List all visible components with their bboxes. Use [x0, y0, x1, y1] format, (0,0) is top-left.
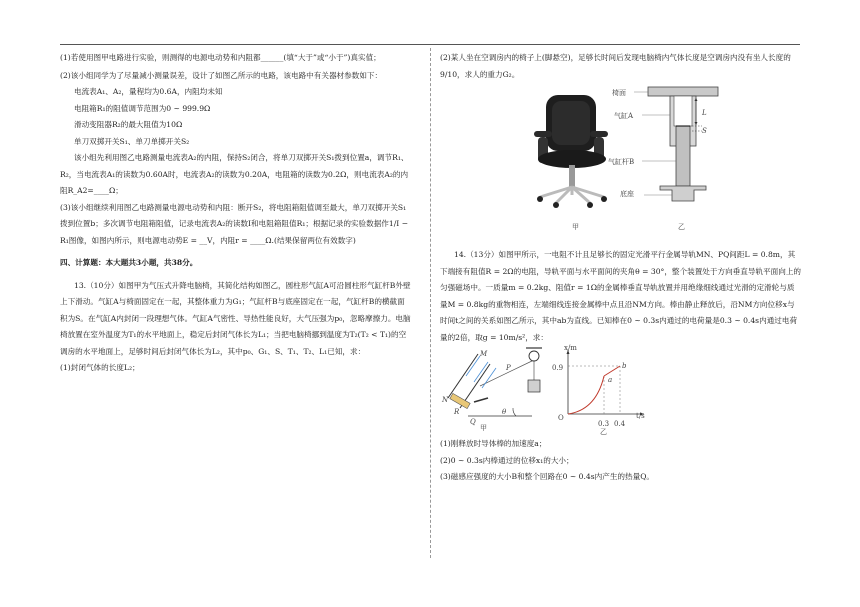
fig13-base-label: 底座 [620, 190, 634, 198]
column-divider [430, 48, 431, 558]
right-column [440, 50, 802, 486]
fig14-x-axis-label: t/s [636, 412, 645, 420]
left-column [60, 50, 412, 377]
fig14-theta-label: θ [502, 408, 507, 416]
q12-part1: (1)若使用图甲电路进行实验，则测得的电源电动势和内阻都______(填“大于”或“小于”)真实值； [60, 53, 381, 62]
fig14-point-a: a [608, 376, 613, 384]
fig13-label-jia: 甲 [572, 223, 579, 231]
fig13-L-label: L [702, 109, 707, 117]
equipment-item: 电流表A₁、A₂，量程均为0.6A，内阻均未知 [74, 87, 223, 96]
fig14-P-label: P [506, 364, 511, 372]
equipment-item: 单刀双掷开关S₁、单刀单掷开关S₂ [74, 136, 190, 146]
fig13-S-label: S [702, 127, 707, 135]
fig13-cylinderA-label: 气缸A [614, 112, 634, 120]
equipment-item: 滑动变阻器R₂的最大阻值为10Ω [74, 120, 183, 129]
fig14-M-label: M [480, 350, 488, 358]
q12-procedure: 该小组先利用图乙电路测量电流表A₂的内阻，保持S₂闭合，将单刀双掷开关S₁拨到位置a，调节R₁、R₂，当电流表A₁的读数为0.60A时，电流表A₂的读数为0.20A，电阻箱的读数为0.2Ω，则电流表A₂的内阻R_A2=____Ω； [60, 153, 409, 195]
q13-sub2: (2)某人坐在空调房内的椅子上(脚悬空)，足够长时间后发现电脑椅内气体长度是空调房内没有坐人长度的9/10，求人的重力G₂。 [440, 53, 791, 79]
chair-schematic [630, 83, 730, 213]
fig14-R-label: R [454, 408, 460, 416]
fig13-label-yi: 乙 [678, 223, 685, 231]
fig13-seat-label: 椅面 [612, 89, 626, 97]
fig14-label-yi: 乙 [600, 428, 607, 436]
fig14-label-jia: 甲 [480, 424, 487, 432]
q14-figures [440, 344, 802, 436]
fig14-x-tick: 0.3 [598, 420, 610, 428]
q14-sub1: (1)刚释放时导体棒的加速度a； [440, 439, 547, 448]
fig14-y-axis-label: x/m [564, 344, 577, 352]
fig13-rodB-label: 气缸杆B [608, 158, 635, 166]
fig14-origin-label: O [558, 414, 564, 422]
q12-part2: (2)该小组同学为了尽量减小测量误差，设计了如图乙所示的电路，该电路中有关器材参数如下： [60, 70, 383, 80]
q14-sub2: (2)0 ~ 0.3s内棒通过的位移x₁的大小； [440, 455, 574, 465]
x-t-graph [558, 346, 648, 426]
q13-sub1: (1)封闭气体的长度L₂； [60, 363, 140, 372]
fig14-point-b: b [622, 362, 627, 370]
q14-sub3: (3)磁感应强度的大小B和整个回路在0 ~ 0.4s内产生的热量Q。 [440, 472, 655, 481]
fig14-y-tick: 0.9 [552, 364, 564, 372]
fig14-Q-label: Q [470, 418, 476, 426]
header-rule [60, 44, 800, 45]
fig14-x-tick: 0.4 [614, 420, 626, 428]
q12-part3: (3)该小组继续利用图乙电路测量电源电动势和内阻：断开S₂，将电阻箱阻值调至最大，单刀双掷开关S₁拨到位置b；多次调节电阻箱阻值，记录电流表A₂的读数I和电阻箱阻值R₁；根据记录的实验数据作1/I − R₁图像，如图内所示，则电源电动势E = __V，内阻r = ____Ω.(结果保留两位有效数字) [60, 202, 409, 245]
q14-stem: 14.（13分）如图甲所示，一电阻不计且足够长的固定光滑平行金属导轨MN、PQ间距L = 0.8m，其下端接有阻值R = 2Ω的电阻，导轨平面与水平面间的夹角θ = 30°，整个装置处于方向垂直导轨平面向上的匀强磁场中。一质量m = 0.2kg、阻值r = 1Ω的金属棒垂直导轨放置并用绝缘细线通过光滑的定滑轮与质量M = 0.8kg的重物相连，左端细线连接金属棒中点且沿NM方向。棒由静止释放后，沿NM方向位移x与时间t之间的关系如图乙所示，其中ab为直线。已知棒在0 ~ 0.3s内通过的电荷量是0.3 ~ 0.4s内通过电荷量的2倍，取g = 10m/s²，求： [440, 250, 802, 342]
fig14-N-label: N [442, 396, 449, 404]
q13-figures [440, 83, 802, 239]
equipment-item: 电阻箱R₁的阻值调节范围为0 ~ 999.9Ω [74, 103, 211, 113]
q13-stem: 13.（10分）如图甲为气压式升降电脑椅，其简化结构如图乙，圆柱形气缸A可沿圆柱形气缸杆B外壁上下滑动。气缸A与椅面固定在一起，其整体重力为G₁；气缸杆B与底座固定在一起，气缸杆B的横截面积为S。在气缸A内封闭一段理想气体。气缸A气密性、导热性能良好，大气压强为p₀，忽略摩擦力。电脑椅放置在室外温度为T₁的水平地面上，稳定后封闭气体长为L₁；当把电脑椅挪到温度为T₂(T₂ < T₁)的空调房的水平地面上，足够时间后封闭气体长为L₂，其中p₀、G₁、S、T₁、T₂、L₁已知，求： [60, 280, 411, 356]
section-heading: 四、计算题：本大题共3小题，共38分。 [60, 258, 198, 267]
